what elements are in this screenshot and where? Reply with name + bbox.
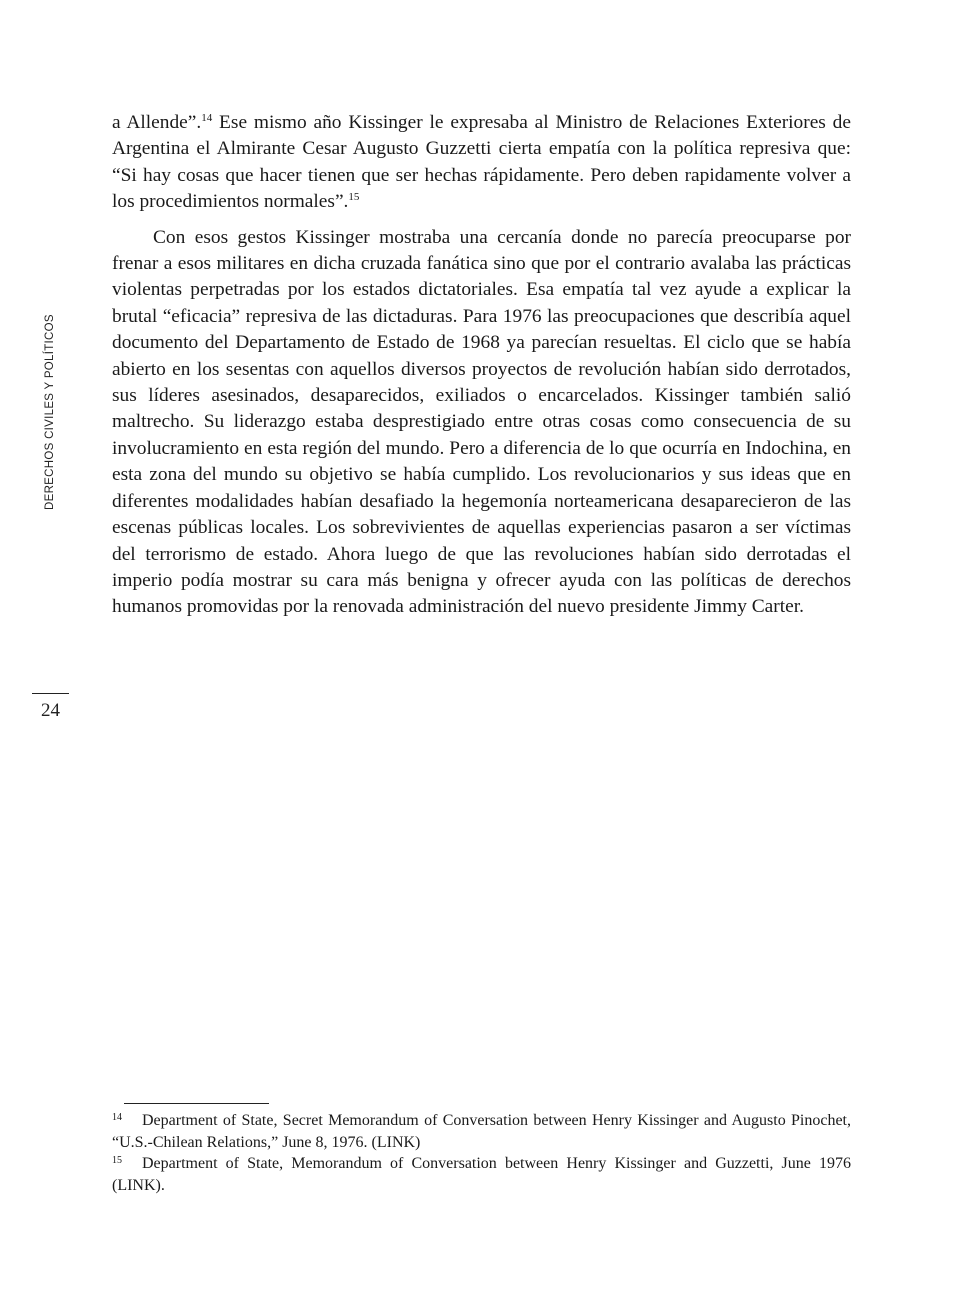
footnote-text: Department of State, Memorandum of Conversation between Henry Kissinger and Guzzetti, June 1976 (LINK). <box>112 1155 851 1194</box>
main-text <box>112 110 851 621</box>
running-section-title: DERECHOS CIVILES Y POLÍTICOS <box>44 314 56 510</box>
paragraph-2: Con esos gestos Kissinger mostraba una cercanía donde no parecía preocuparse por frenar a esos militares en dicha cruzada fanática sino que por el contrario avalaba las prácticas violentas perpetradas por los estados dictatoriales. Esa empatía tal vez ayude a explicar la brutal “eficacia” represiva de las dictaduras. Para 1976 las preocupaciones que describía aquel documento del Departamento de Estado de 1968 ya parecían resueltas. El ciclo que se había abierto en los sesentas con aquellos diversos proyectos de revolución habían sido derrotados, sus líderes asesinados, desaparecidos, exiliados o encarcelados. Kissinger también salió maltrecho. Su liderazgo estaba desprestigiado entre otras cosas como consecuencia de su involucramiento en esta región del mundo. Pero a diferencia de lo que ocurría en Indochina, en esta zona del mundo su objetivo se había cumplido. Los revolucionarios y sus ideas que en diferentes modalidades habían desafiado la hegemonía norteamericana desaparecieron de las escenas públicas locales. Los sobrevivientes de aquellas experiencias pasaron a ser víctimas del terrorismo de estado. Ahora luego de que las revoluciones habían sido derrotadas el imperio podía mostrar su cara más benigna y ofrecer ayuda con las políticas de derechos humanos promovidas por la renovada administración del nuevo presidente Jimmy Carter. <box>112 226 851 618</box>
footnote-14: 14 Department of State, Secret Memorandum of Conversation between Henry Kissinger and Augusto Pinochet, “U.S.-Chilean Relations,” June 8, 1976. (LINK) <box>112 1112 851 1151</box>
paragraph-1-text-a: a Allende”. <box>112 112 202 133</box>
footnote-15: 15 Department of State, Memorandum of Conversation between Henry Kissinger and Guzzetti, June 1976 (LINK). <box>112 1155 851 1194</box>
page-number-rule <box>32 693 69 694</box>
footnote-ref-15[interactable]: 15 <box>348 191 360 204</box>
footnote-text: Department of State, Secret Memorandum of Conversation between Henry Kissinger and Augusto Pinochet, “U.S.-Chilean Relations,” June 8, 1976. (LINK) <box>112 1112 851 1151</box>
footnote-ref-14[interactable]: 14 <box>201 111 213 124</box>
footnote-separator <box>124 1103 269 1104</box>
footnotes <box>112 1110 851 1196</box>
page-number: 24 <box>41 700 60 721</box>
paragraph-1 <box>112 110 851 216</box>
paragraph-1-text-b: Ese mismo año Kissinger le expresaba al Ministro de Relaciones Exteriores de Argentina el Almirante Cesar Augusto Guzzetti cierta empatía con la política represiva que: “Si hay cosas que hacer tienen que ser hechas rápidamente. Pero deben rapidamente volver a los procedimientos normales”. <box>112 112 851 213</box>
